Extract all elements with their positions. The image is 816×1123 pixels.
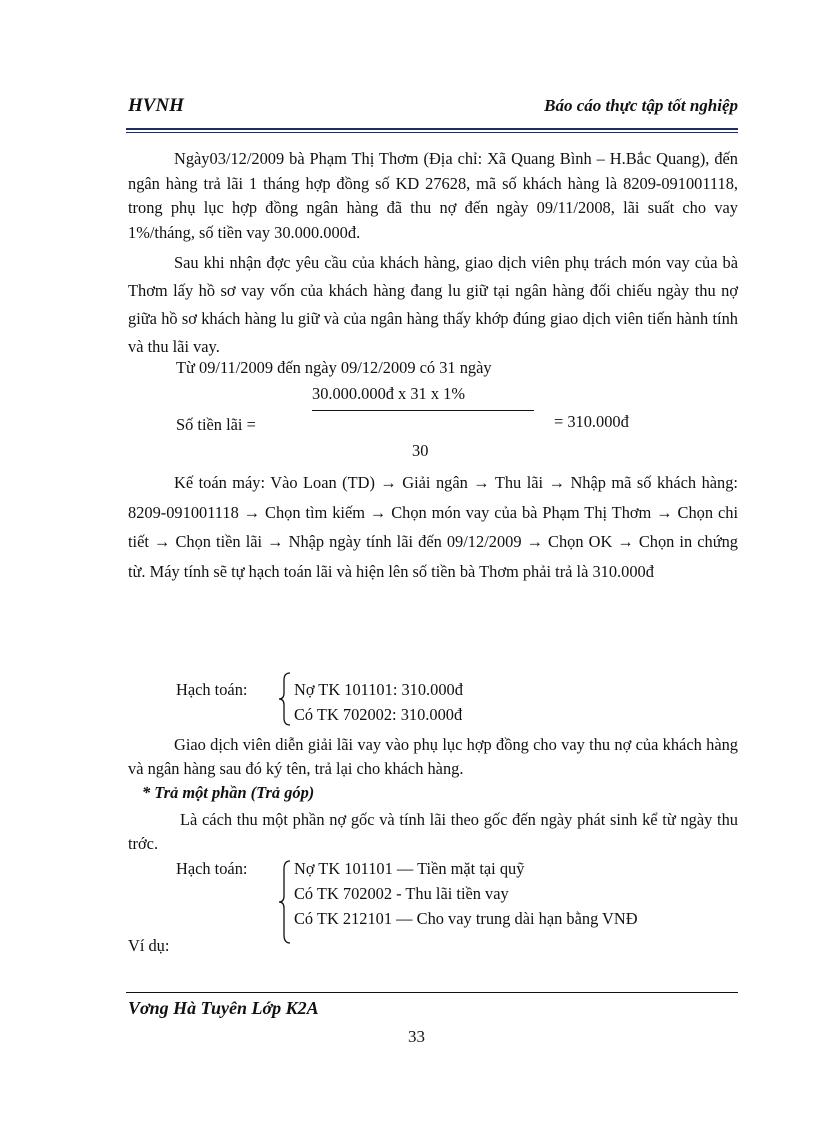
paragraph-1: Ngày03/12/2009 bà Phạm Thị Thơm (Địa chỉ: Xã Quang Bình – H.Bắc Quang), đến ngân hàng trả lãi 1 tháng hợp đồng số KD 27628, mã số khách hàng là 8209-091001118, trong phụ lục hợp đồng ngân hàng đã thu nợ đến ngày 09/11/2008, lãi suất cho vay 1%/tháng, số tiền vay 30.000.000đ. [128, 149, 738, 242]
paragraph-2: Sau khi nhận đợc yêu cầu của khách hàng, giao dịch viên phụ trách món vay của bà Thơm lấy hồ sơ vay vốn của khách hàng đang lu giữ tại ngân hàng đối chiếu ngày thu nợ giữa hồ sơ khách hàng lu giữ và của ngân hàng thấy khớp đúng giao dịch viên tiến hành tính và thu lãi vay. [128, 253, 738, 356]
paragraph-5: Là cách thu một phần nợ gốc và tính lãi theo gốc đến ngày phát sinh kể từ ngày thu trớc. [128, 810, 738, 853]
entry2-brace [278, 860, 292, 944]
entry1-debit: Nợ TK 101101: 310.000đ [294, 680, 463, 699]
paragraph-3: Kế toán máy: Vào Loan (TD) → Giải ngân → Thu lãi → Nhập mã số khách hàng: 8209-091001118 → Chọn tìm kiếm → Chọn món vay của bà Phạm Thị Thơm → Chọn chi tiết → Chọn tiền lãi → Nhập ngày tính lãi đến 09/12/2009 → Chọn OK → Chọn in chứng từ. Máy tính sẽ tự hạch toán lãi và hiện lên số tiền bà Thơm phải trả là 310.000đ [128, 473, 738, 581]
formula-result: = 310.000đ [554, 412, 629, 431]
header-left: HVNH [128, 95, 184, 116]
entry2-line-1: Nợ TK 101101 — Tiền mặt tại quỹ [294, 859, 525, 878]
footer-author: Vơng Hà Tuyên Lớp K2A [128, 998, 319, 1018]
section-title: * Trả một phần (Trả góp) [142, 783, 315, 802]
entry1-label: Hạch toán: [176, 680, 248, 699]
formula-numerator: 30.000.000đ x 31 x 1% [312, 384, 465, 403]
footer-rule [126, 992, 738, 993]
period-line: Từ 09/11/2009 đến ngày 09/12/2009 có 31 ngày [176, 358, 492, 377]
example-label: Ví dụ: [128, 936, 170, 955]
header-rule [126, 128, 738, 130]
entry2-line-2: Có TK 702002 - Thu lãi tiền vay [294, 884, 509, 903]
entry1-credit: Có TK 702002: 310.000đ [294, 705, 463, 724]
header-right: Báo cáo thực tập tốt nghiệp [544, 96, 738, 115]
fraction-bar [312, 410, 534, 411]
header-rule-thin [126, 132, 738, 133]
entry2-label: Hạch toán: [176, 859, 248, 878]
entry2-line-3: Có TK 212101 — Cho vay trung dài hạn bằng VNĐ [294, 909, 638, 928]
paragraph-4: Giao dịch viên diễn giải lãi vay vào phụ lục hợp đồng cho vay thu nợ của khách hàng và ngân hàng sau đó ký tên, trả lại cho khách hàng. [128, 735, 738, 778]
formula-denominator: 30 [412, 441, 429, 460]
page-number: 33 [408, 1027, 425, 1046]
formula-label: Số tiền lãi = [176, 415, 256, 434]
entry1-brace [278, 672, 292, 726]
